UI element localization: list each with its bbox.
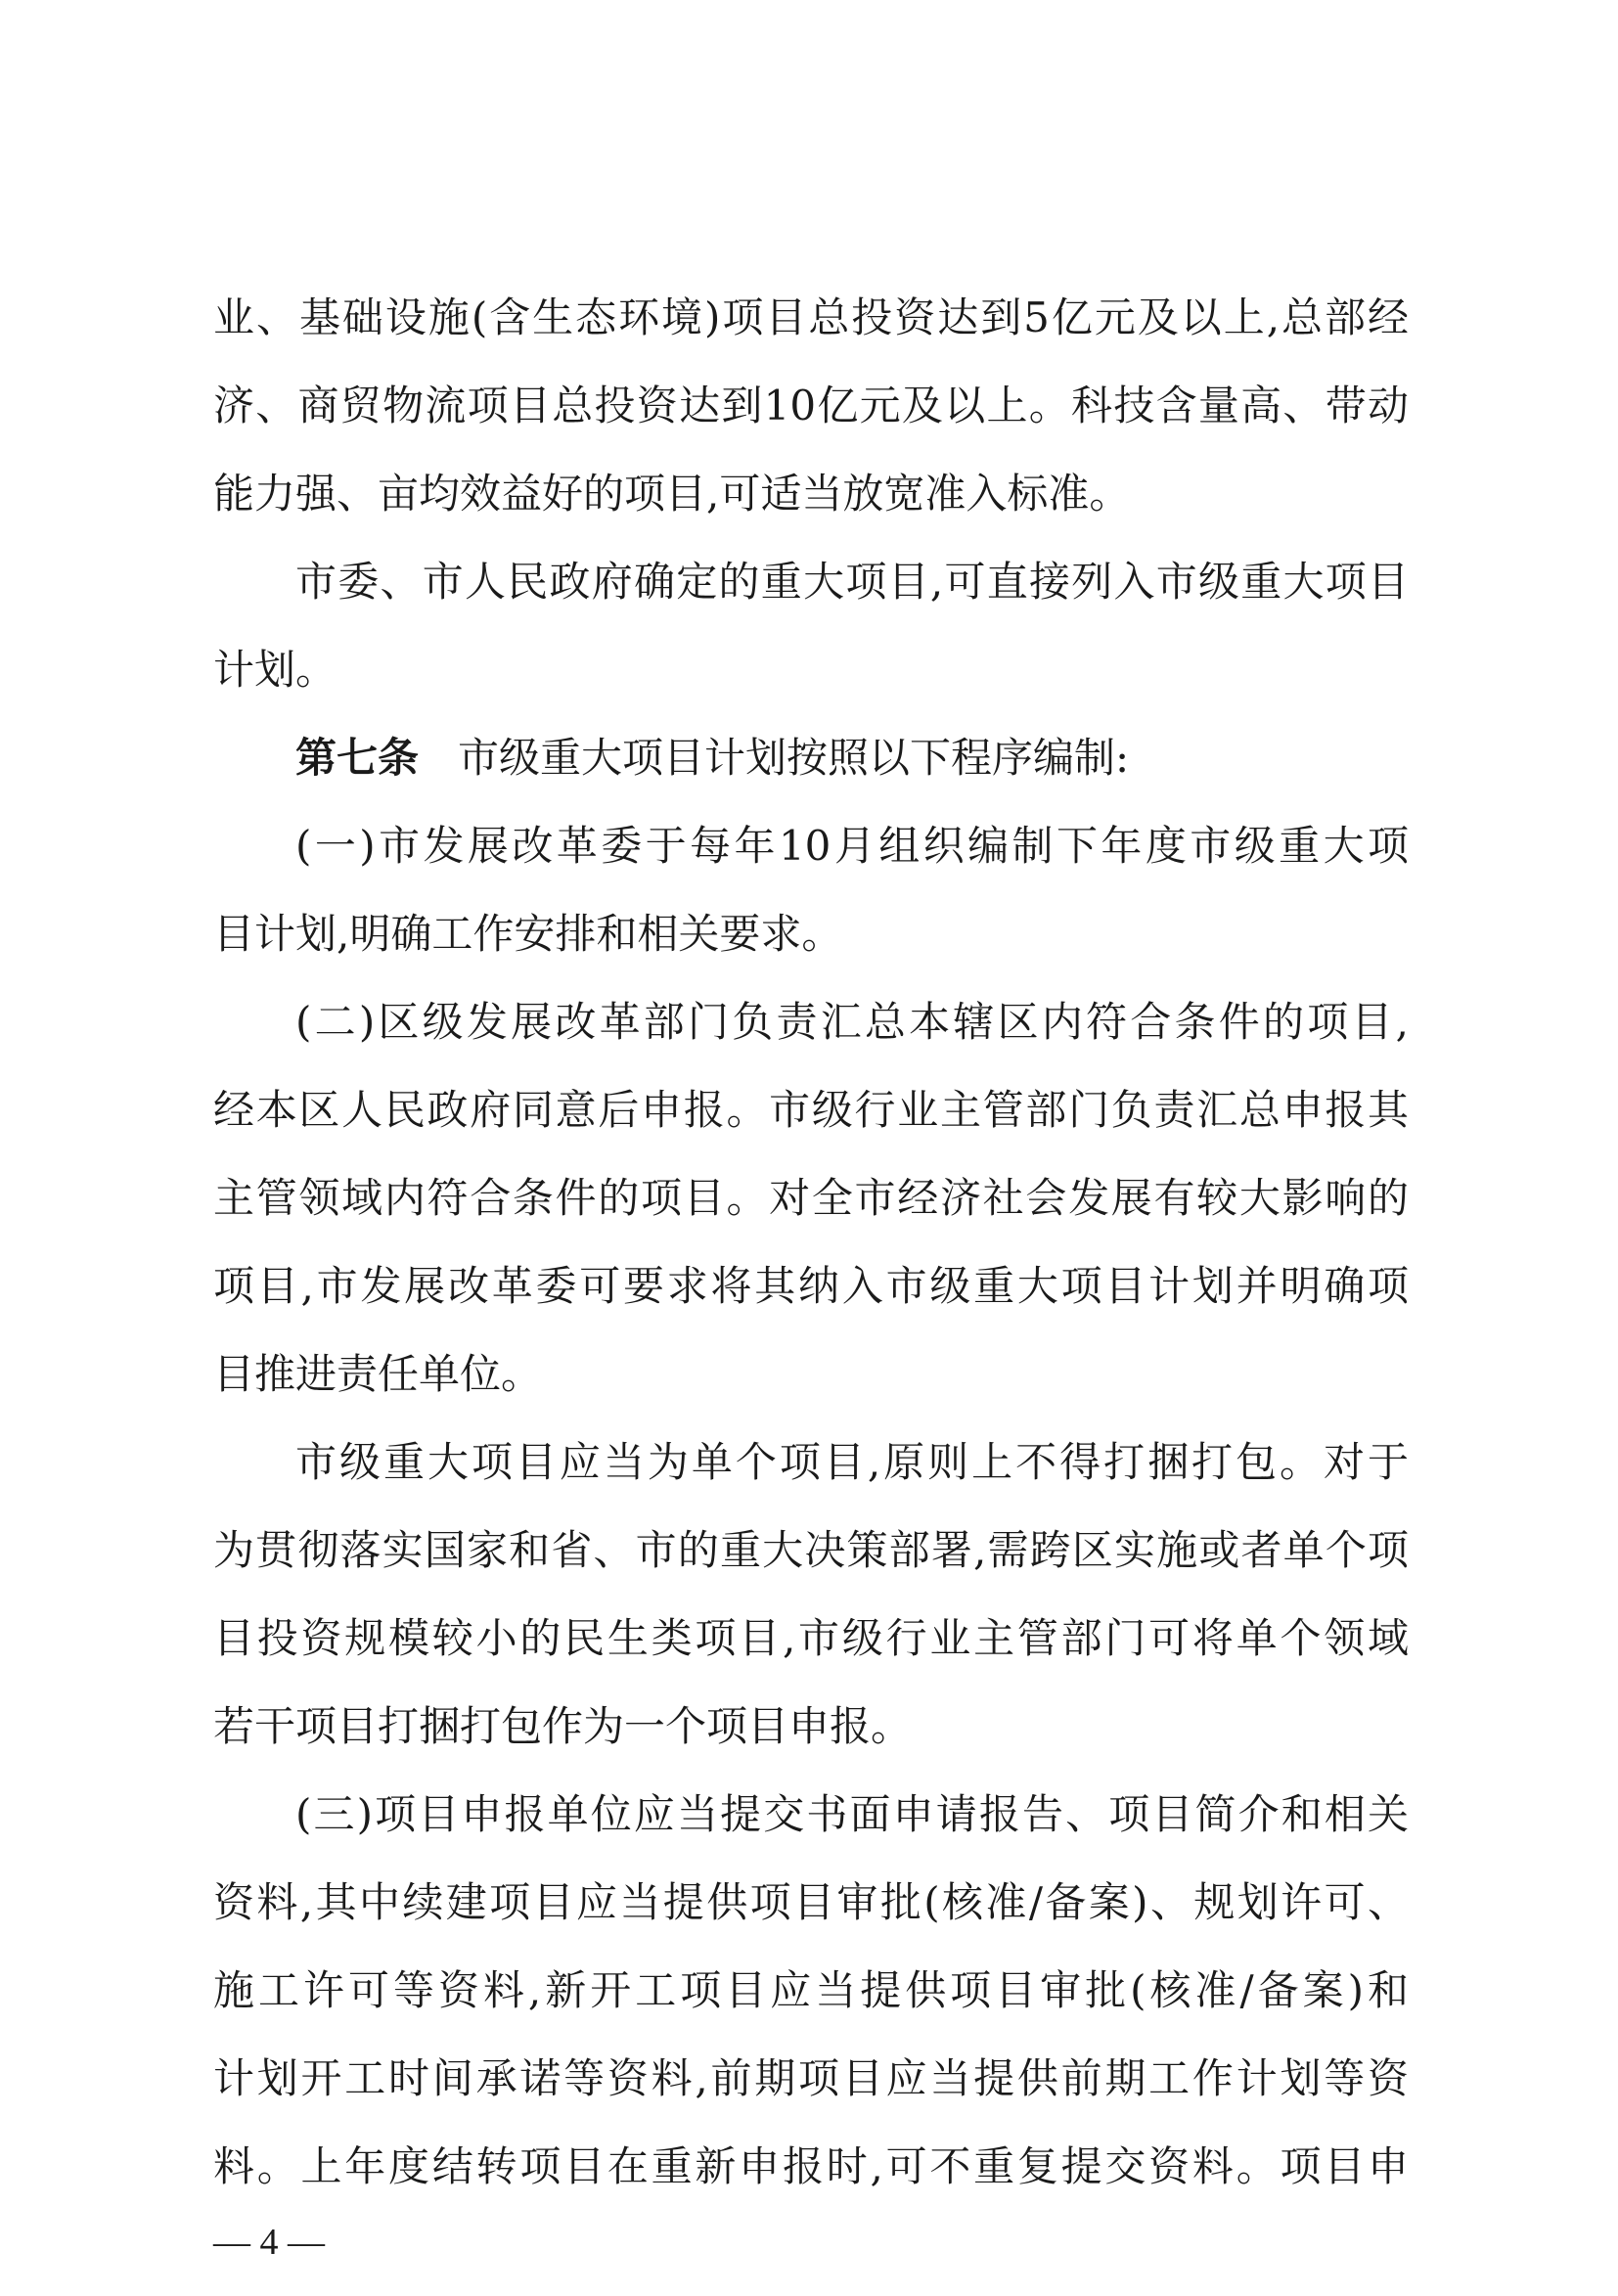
article-7-line <box>295 714 1409 802</box>
paragraph-line: 为贯彻落实国家和省、市的重大决策部署,需跨区实施或者单个项 <box>213 1526 1409 1574</box>
paragraph-line: 计划开工时间承诺等资料,前期项目应当提供前期工作计划等资 <box>213 2054 1409 2102</box>
paragraph-line: 市委、市人民政府确定的重大项目,可直接列入市级重大项目 <box>295 558 1409 606</box>
paragraph-line: 施工许可等资料,新开工项目应当提供项目审批(核准/备案)和 <box>213 1966 1409 2014</box>
paragraph-line: 市级重大项目应当为单个项目,原则上不得打捆打包。对于 <box>295 1438 1409 1486</box>
paragraph-line: 目计划,明确工作安排和相关要求。 <box>213 910 843 958</box>
paragraph-line: 项目,市发展改革委可要求将其纳入市级重大项目计划并明确项 <box>213 1262 1409 1310</box>
article-heading: 第七条 <box>295 734 420 782</box>
paragraph-line: 能力强、亩均效益好的项目,可适当放宽准入标准。 <box>213 470 1131 518</box>
paragraph-line: 主管领域内符合条件的项目。对全市经济社会发展有较大影响的 <box>213 1174 1409 1222</box>
paragraph-line: 济、商贸物流项目总投资达到10亿元及以上。科技含量高、带动 <box>213 382 1409 429</box>
paragraph-line: (三)项目申报单位应当提交书面申请报告、项目简介和相关 <box>295 1790 1409 1838</box>
paragraph-line: 经本区人民政府同意后申报。市级行业主管部门负责汇总申报其 <box>213 1086 1409 1134</box>
paragraph-line: 目推进责任单位。 <box>213 1350 543 1398</box>
article-text: 市级重大项目计划按照以下程序编制: <box>458 734 1130 782</box>
page-number: — 4 — <box>213 2222 325 2263</box>
paragraph-line: 若干项目打捆打包作为一个项目申报。 <box>213 1702 913 1750</box>
paragraph-line: (一)市发展改革委于每年10月组织编制下年度市级重大项 <box>295 822 1409 870</box>
paragraph-line: 料。上年度结转项目在重新申报时,可不重复提交资料。项目申 <box>213 2142 1409 2190</box>
paragraph-line: 业、基础设施(含生态环境)项目总投资达到5亿元及以上,总部经 <box>213 293 1409 341</box>
paragraph-line: 资料,其中续建项目应当提供项目审批(核准/备案)、规划许可、 <box>213 1878 1409 1926</box>
paragraph-line: 计划。 <box>213 646 337 694</box>
paragraph-line: (二)区级发展改革部门负责汇总本辖区内符合条件的项目, <box>295 998 1409 1046</box>
paragraph-line: 目投资规模较小的民生类项目,市级行业主管部门可将单个领域 <box>213 1614 1409 1662</box>
